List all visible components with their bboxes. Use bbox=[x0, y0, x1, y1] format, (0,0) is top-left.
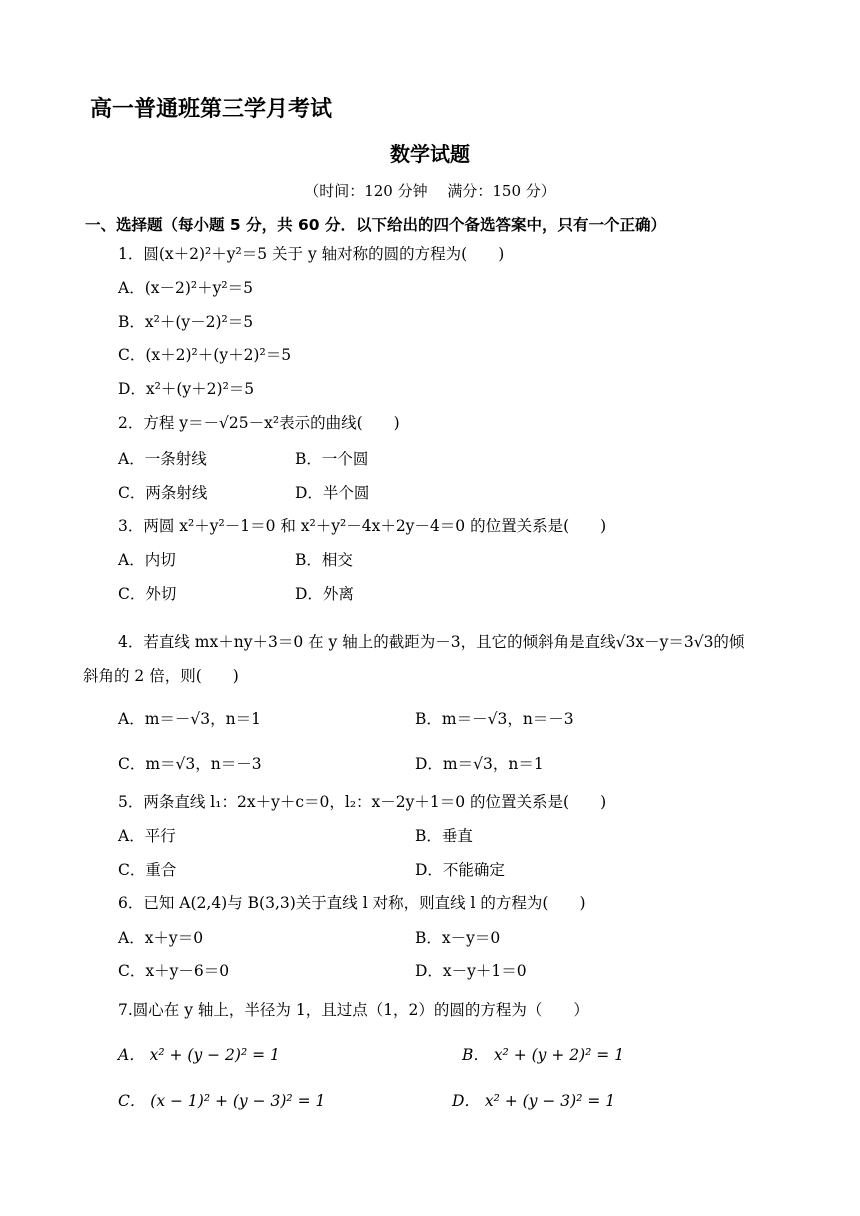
question-3-option-c: C．外切 bbox=[118, 585, 177, 603]
question-3-option-d: D．外离 bbox=[295, 585, 354, 603]
question-5-option-c: C．重合 bbox=[118, 861, 177, 879]
question-5-option-b: B．垂直 bbox=[415, 827, 473, 845]
question-7-option-a: A． x² + (y − 2)² = 1 bbox=[118, 1046, 280, 1064]
question-1-option-c: C．(x＋2)²＋(y＋2)²＝5 bbox=[118, 346, 292, 364]
question-2-option-c: C．两条射线 bbox=[118, 484, 208, 502]
question-5-option-a: A．平行 bbox=[118, 827, 176, 845]
question-7-stem: 7.圆心在 y 轴上，半径为 1，且过点（1，2）的圆的方程为（ ） bbox=[118, 1001, 589, 1019]
question-1-option-d: D．x²＋(y＋2)²＝5 bbox=[118, 380, 255, 398]
question-3-option-b: B．相交 bbox=[295, 551, 353, 569]
question-6-option-b: B．x－y＝0 bbox=[415, 929, 501, 947]
question-2-option-a: A．一条射线 bbox=[118, 450, 207, 468]
question-4-option-c: C．m＝√3，n＝－3 bbox=[118, 755, 262, 773]
question-1-option-b: B．x²＋(y－2)²＝5 bbox=[118, 313, 254, 331]
question-4-option-d: D．m＝√3，n＝1 bbox=[415, 755, 544, 773]
question-5-option-d: D．不能确定 bbox=[415, 861, 505, 879]
question-5-stem: 5．两条直线 l₁：2x＋y＋c＝0，l₂：x－2y＋1＝0 的位置关系是( ) bbox=[118, 793, 607, 811]
question-6-option-a: A．x＋y＝0 bbox=[118, 929, 204, 947]
question-7-option-b: B． x² + (y + 2)² = 1 bbox=[462, 1046, 625, 1064]
question-2-stem: 2．方程 y＝－√25－x²表示的曲线( ) bbox=[118, 414, 400, 432]
question-4-stem: 4．若直线 mx＋ny＋3＝0 在 y 轴上的截距为－3，且它的倾斜角是直线√3x－y＝3√3的倾 bbox=[118, 633, 745, 651]
question-4-stem-continued: 斜角的 2 倍，则( ) bbox=[83, 667, 239, 685]
question-2-option-b: B．一个圆 bbox=[295, 450, 369, 468]
subject-title: 数学试题 bbox=[390, 142, 470, 166]
exam-title: 高一普通班第三学月考试 bbox=[90, 97, 333, 122]
question-7-option-d: D． x² + (y − 3)² = 1 bbox=[452, 1092, 616, 1110]
question-3-stem: 3．两圆 x²＋y²－1＝0 和 x²＋y²－4x＋2y－4＝0 的位置关系是( ) bbox=[118, 517, 607, 535]
question-6-option-d: D．x－y＋1＝0 bbox=[415, 962, 527, 980]
question-1-stem: 1．圆(x＋2)²＋y²＝5 关于 y 轴对称的圆的方程为( ) bbox=[118, 245, 505, 263]
question-3-option-a: A．内切 bbox=[118, 551, 176, 569]
question-2-option-d: D．半个圆 bbox=[295, 484, 370, 502]
section-heading: 一、选择题（每小题 5 分，共 60 分．以下给出的四个备选答案中，只有一个正确） bbox=[85, 216, 666, 234]
question-4-option-b: B．m＝－√3，n＝－3 bbox=[415, 710, 574, 728]
exam-meta: （时间：120 分钟 满分：150 分） bbox=[304, 182, 556, 200]
question-6-option-c: C．x＋y－6＝0 bbox=[118, 962, 230, 980]
question-1-option-a: A．(x－2)²＋y²＝5 bbox=[118, 279, 253, 297]
question-4-option-a: A．m＝－√3，n＝1 bbox=[118, 710, 261, 728]
question-7-option-c: C． (x − 1)² + (y − 3)² = 1 bbox=[118, 1092, 326, 1110]
question-6-stem: 6．已知 A(2,4)与 B(3,3)关于直线 l 对称，则直线 l 的方程为( ) bbox=[118, 894, 586, 912]
